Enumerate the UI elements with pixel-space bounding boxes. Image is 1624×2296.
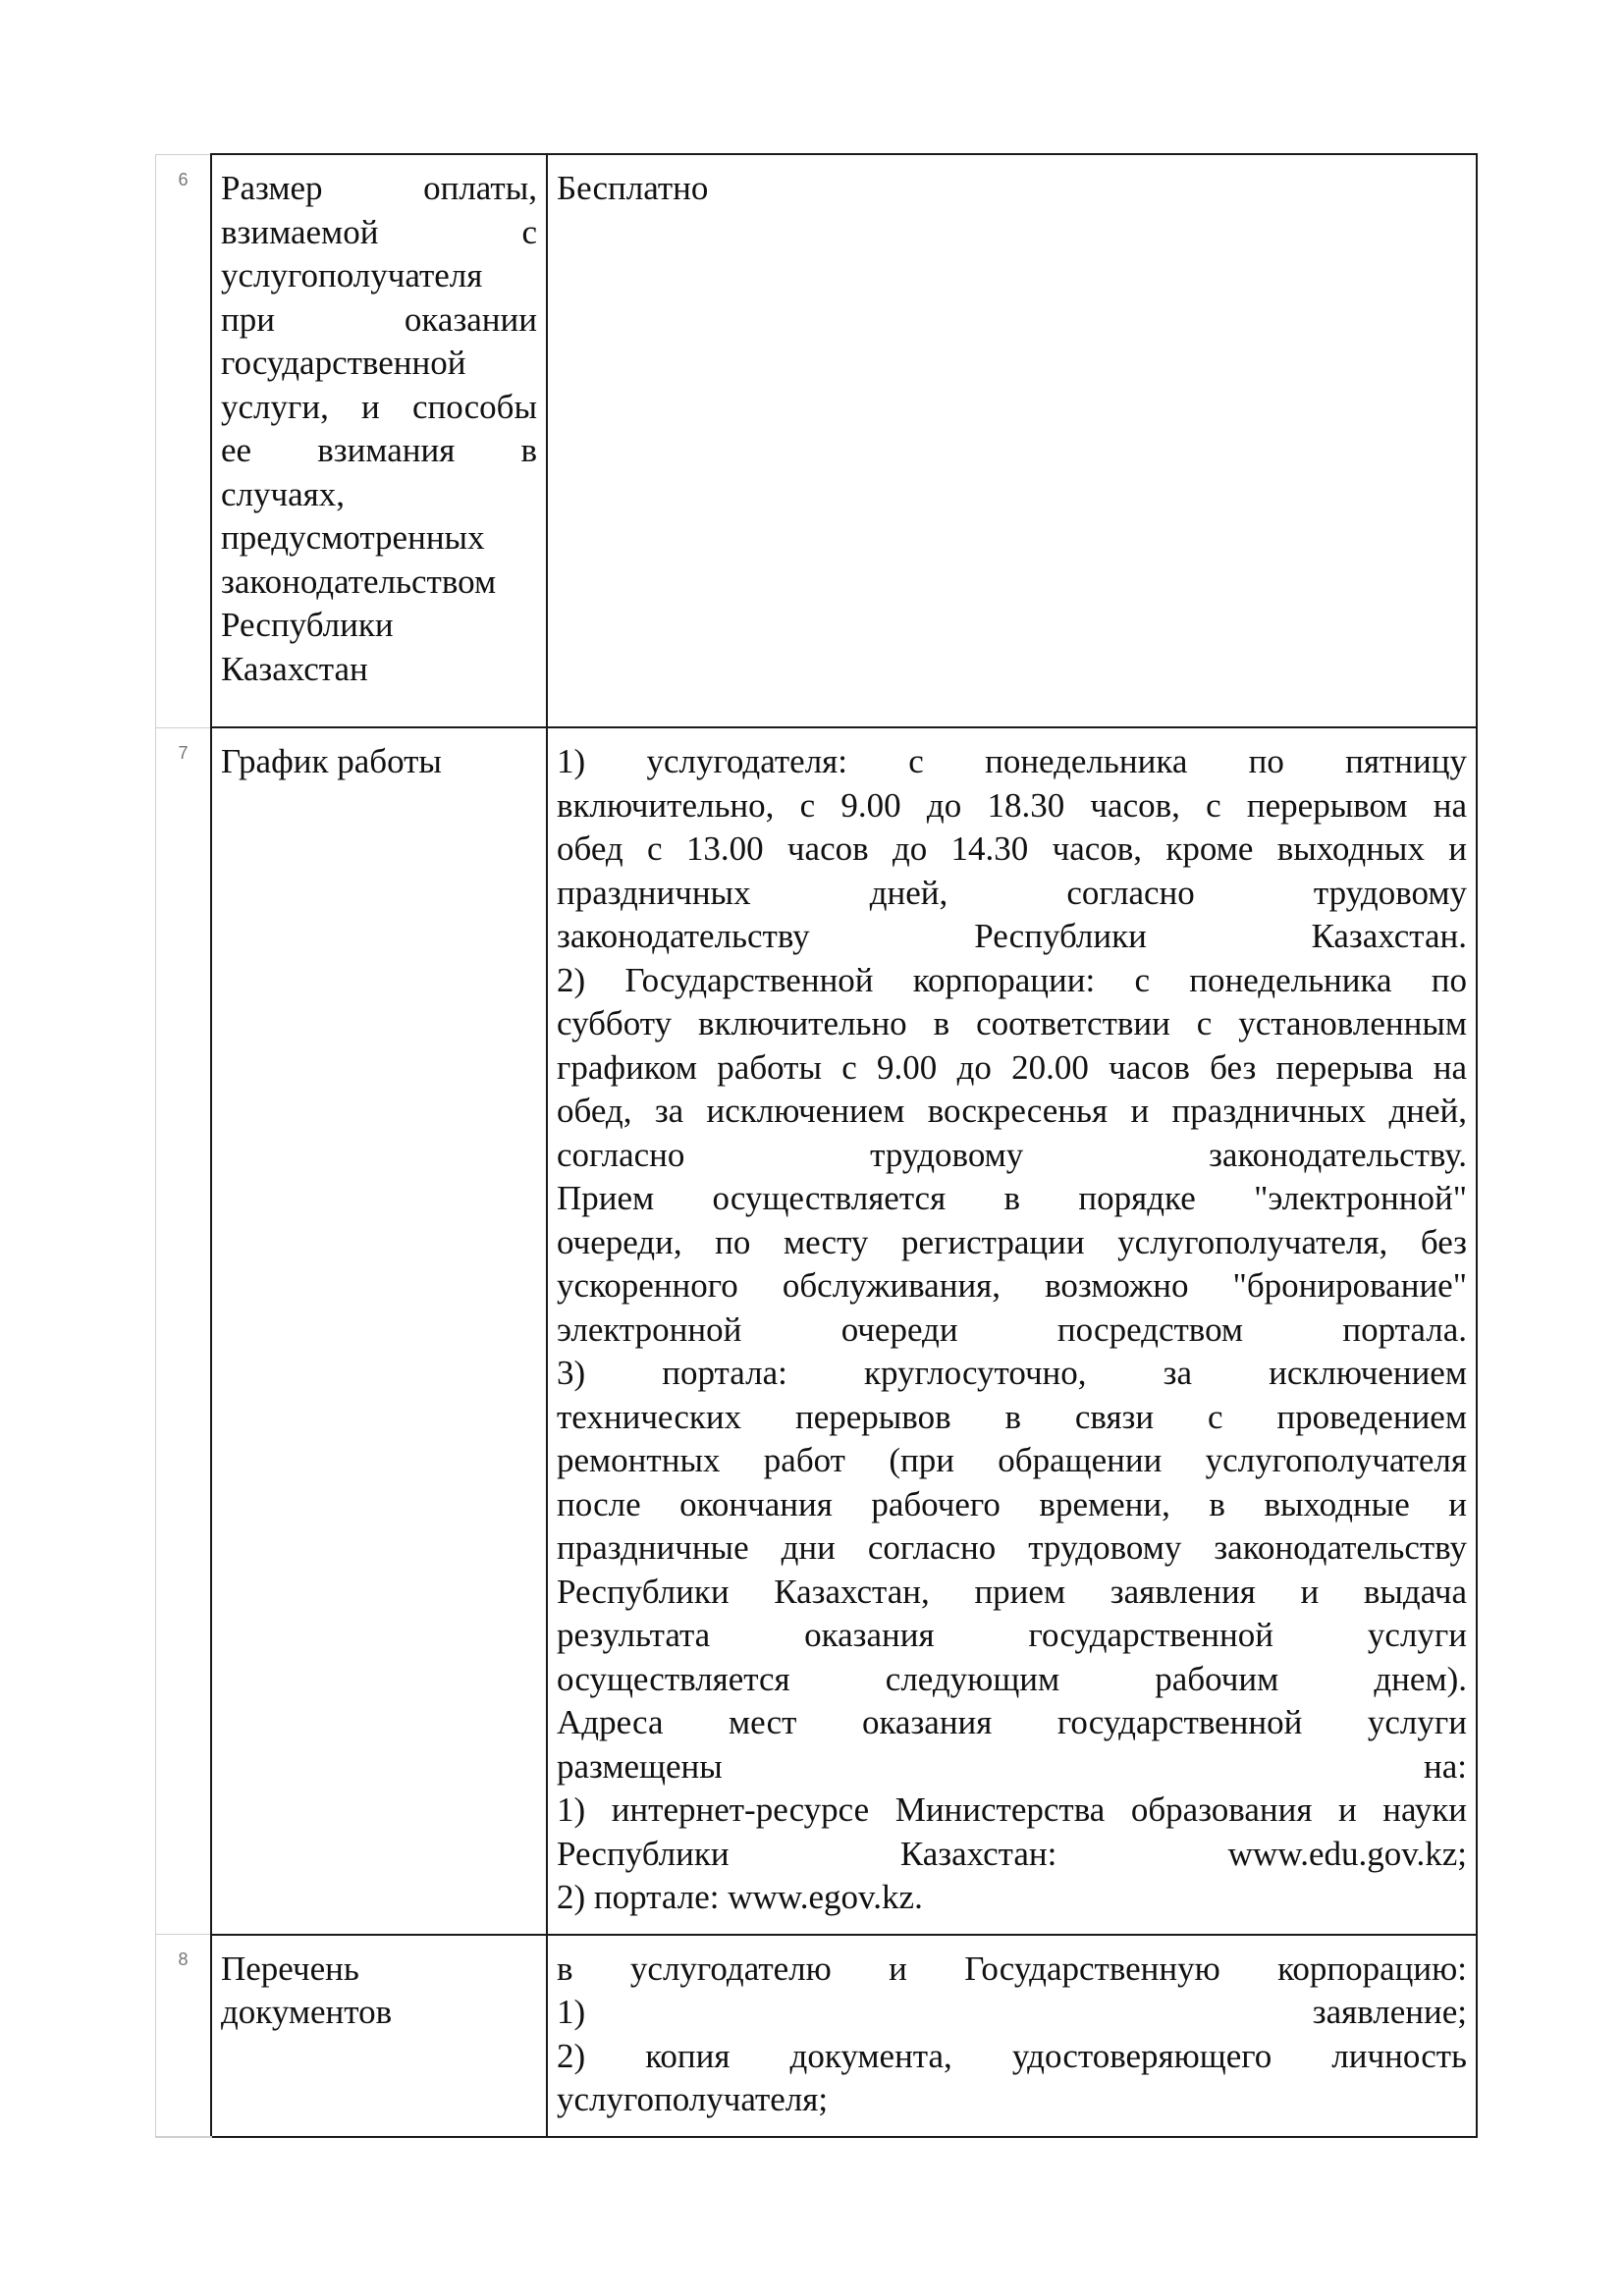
text-line: услугополучателя; [557,2080,829,2118]
row-number: 7 [156,727,212,1935]
text-line: Республики Казахстан: www.edu.gov.kz; [557,1834,1467,1873]
row-value-cell [547,1935,1477,2137]
text-line: размещены на: [557,1746,1467,1786]
text-line: Бесплатно [557,169,709,207]
row-value-cell [547,727,1477,1935]
text-line: Казахстан [221,649,368,688]
text-line: Размер оплаты, [221,169,537,207]
text-line: после окончания рабочего времени, в выходные и [557,1484,1467,1523]
text-line: взимаемой с [221,212,537,251]
text-line: при оказании [221,299,537,339]
text-line: Республики [221,606,394,644]
text-line: 2) портале: www.egov.kz. [557,1878,923,1916]
text-line: График работы [221,742,442,780]
text-line: 1) интернет-ресурсе Министерства образования и науки [557,1790,1467,1829]
text-line: законодательству Республики Казахстан. [557,917,1467,955]
text-line: в услугодателю и Государственную корпорацию: [557,1949,1467,1988]
text-line: Адреса мест оказания государственной услуги [557,1703,1467,1741]
table-body [156,154,1478,2137]
table-row [156,154,1478,727]
text-line: очереди, по месту регистрации услугополучателя, без [557,1222,1467,1261]
text-line: ремонтных работ (при обращении услугополучателя [557,1441,1467,1479]
text-line: обед с 13.00 часов до 14.30 часов, кроме выходных и [557,829,1467,868]
service-standard-table [155,153,1478,2138]
text-line: праздничных дней, согласно трудовому [557,873,1467,912]
text-line: Перечень [221,1949,359,1988]
row-name-cell [211,154,547,727]
text-line: результата оказания государственной услуги [557,1616,1467,1654]
text-line: ее взимания в [221,431,537,469]
text-line: государственной [221,344,466,382]
text-line: Прием осуществляется в порядке "электронной" [557,1179,1467,1217]
text-line: услугополучателя [221,256,483,294]
row-name-cell [211,1935,547,2137]
text-line: субботу включительно в соответствии с установленным [557,1004,1467,1042]
text-line: согласно трудовому законодательству. [557,1135,1467,1174]
text-line: обед, за исключением воскресенья и праздничных дней, [557,1092,1467,1130]
text-line: электронной очереди посредством портала. [557,1309,1467,1349]
text-line: случаях, [221,474,345,513]
text-line: ускоренного обслуживания, возможно "бронирование" [557,1266,1467,1305]
text-line: включительно, с 9.00 до 18.30 часов, с перерывом на [557,785,1467,825]
text-line: 3) портала: круглосуточно, за исключением [557,1354,1467,1392]
text-line: 2) Государственной корпорации: с понедельника по [557,960,1467,999]
text-line: услуги, и способы [221,387,537,426]
text-line: документов [221,1993,393,2031]
row-number: 8 [156,1935,212,2137]
row-value-cell [547,154,1477,727]
text-line: праздничные дни согласно трудовому законодательству [557,1528,1467,1567]
table-row [156,727,1478,1935]
text-line: 2) копия документа, удостоверяющего личность [557,2036,1467,2075]
text-line: технических перерывов в связи с проведением [557,1397,1467,1436]
text-line: законодательством [221,561,497,601]
text-line: 1) услугодателя: с понедельника по пятницу [557,742,1467,780]
text-line: 1) заявление; [557,1993,1467,2031]
table-row [156,1935,1478,2137]
text-line: осуществляется следующим рабочим днем). [557,1659,1467,1698]
text-line: Республики Казахстан, прием заявления и выдача [557,1572,1467,1611]
text-line: предусмотренных [221,518,485,557]
row-name-cell [211,727,547,1935]
row-number: 6 [156,154,212,727]
text-line: графиком работы с 9.00 до 20.00 часов без перерыва на [557,1047,1467,1087]
